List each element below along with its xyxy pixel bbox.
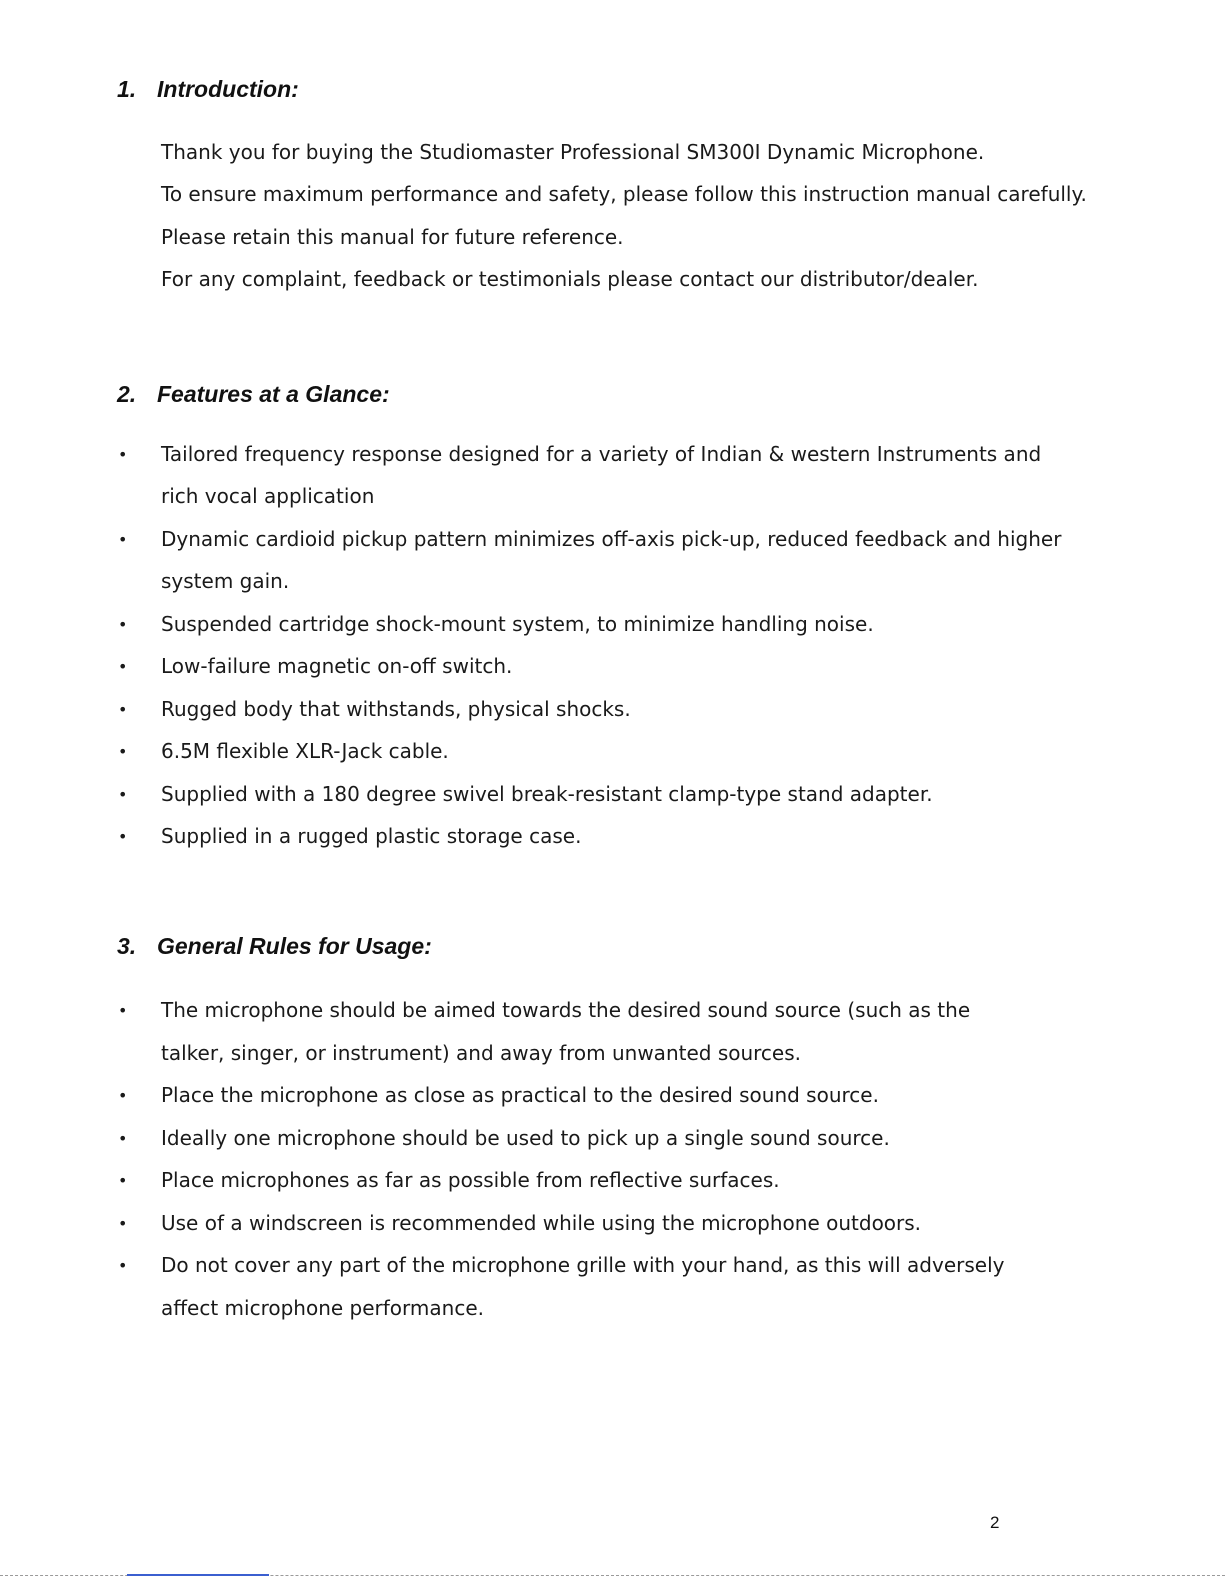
bullet-icon: • [118,1256,128,1275]
section-heading-introduction [117,76,299,103]
intro-paragraph: For any complaint, feedback or testimonials please contact our distributor/dealer. [161,267,979,291]
section-title: Features at a Glance: [157,381,390,407]
list-item-text: Place the microphone as close as practical to the desired sound source. [161,1083,879,1107]
intro-paragraph: Thank you for buying the Studiomaster Professional SM300I Dynamic Microphone. [161,140,985,164]
bullet-icon: • [118,742,128,761]
list-item-text: Tailored frequency response designed for a variety of Indian & western Instruments and [161,442,1042,466]
bullet-icon: • [118,445,128,464]
bullet-icon: • [118,1086,128,1105]
bullet-icon: • [118,827,128,846]
section-title: Introduction: [157,76,299,102]
bullet-icon: • [118,1129,128,1148]
page-number: 2 [990,1513,1000,1532]
list-item-text: system gain. [161,569,290,593]
list-item-text: Low-failure magnetic on-off switch. [161,654,513,678]
list-item-text: affect microphone performance. [161,1296,484,1320]
intro-paragraph: To ensure maximum performance and safety, please follow this instruction manual carefully. [161,182,1087,206]
list-item-text: Rugged body that withstands, physical shocks. [161,697,631,721]
list-item-text: rich vocal application [161,484,375,508]
list-item-text: Use of a windscreen is recommended while using the microphone outdoors. [161,1211,922,1235]
list-item-text: Supplied in a rugged plastic storage case. [161,824,582,848]
bullet-icon: • [118,1214,128,1233]
list-item-text: Do not cover any part of the microphone grille with your hand, as this will adversely [161,1253,1005,1277]
section-number: 2. [117,381,137,407]
bullet-icon: • [118,1171,128,1190]
list-item-text: talker, singer, or instrument) and away from unwanted sources. [161,1041,802,1065]
bullet-icon: • [118,700,128,719]
list-item-text: Supplied with a 180 degree swivel break-resistant clamp-type stand adapter. [161,782,933,806]
bullet-icon: • [118,657,128,676]
section-number: 3. [117,933,137,959]
section-number: 1. [117,76,137,102]
list-item-text: 6.5M flexible XLR-Jack cable. [161,739,449,763]
bullet-icon: • [118,1001,128,1020]
list-item-text: Place microphones as far as possible from reflective surfaces. [161,1168,780,1192]
section-heading-features [117,381,390,408]
page-edge-mark [127,1574,269,1576]
bullet-icon: • [118,530,128,549]
list-item-text: The microphone should be aimed towards the desired sound source (such as the [161,998,971,1022]
section-title: General Rules for Usage: [157,933,432,959]
bullet-icon: • [118,615,128,634]
intro-paragraph: Please retain this manual for future reference. [161,225,624,249]
bullet-icon: • [118,785,128,804]
list-item-text: Suspended cartridge shock-mount system, to minimize handling noise. [161,612,874,636]
list-item-text: Ideally one microphone should be used to pick up a single sound source. [161,1126,890,1150]
section-heading-general-rules [117,933,432,960]
list-item-text: Dynamic cardioid pickup pattern minimizes off-axis pick-up, reduced feedback and higher [161,527,1062,551]
